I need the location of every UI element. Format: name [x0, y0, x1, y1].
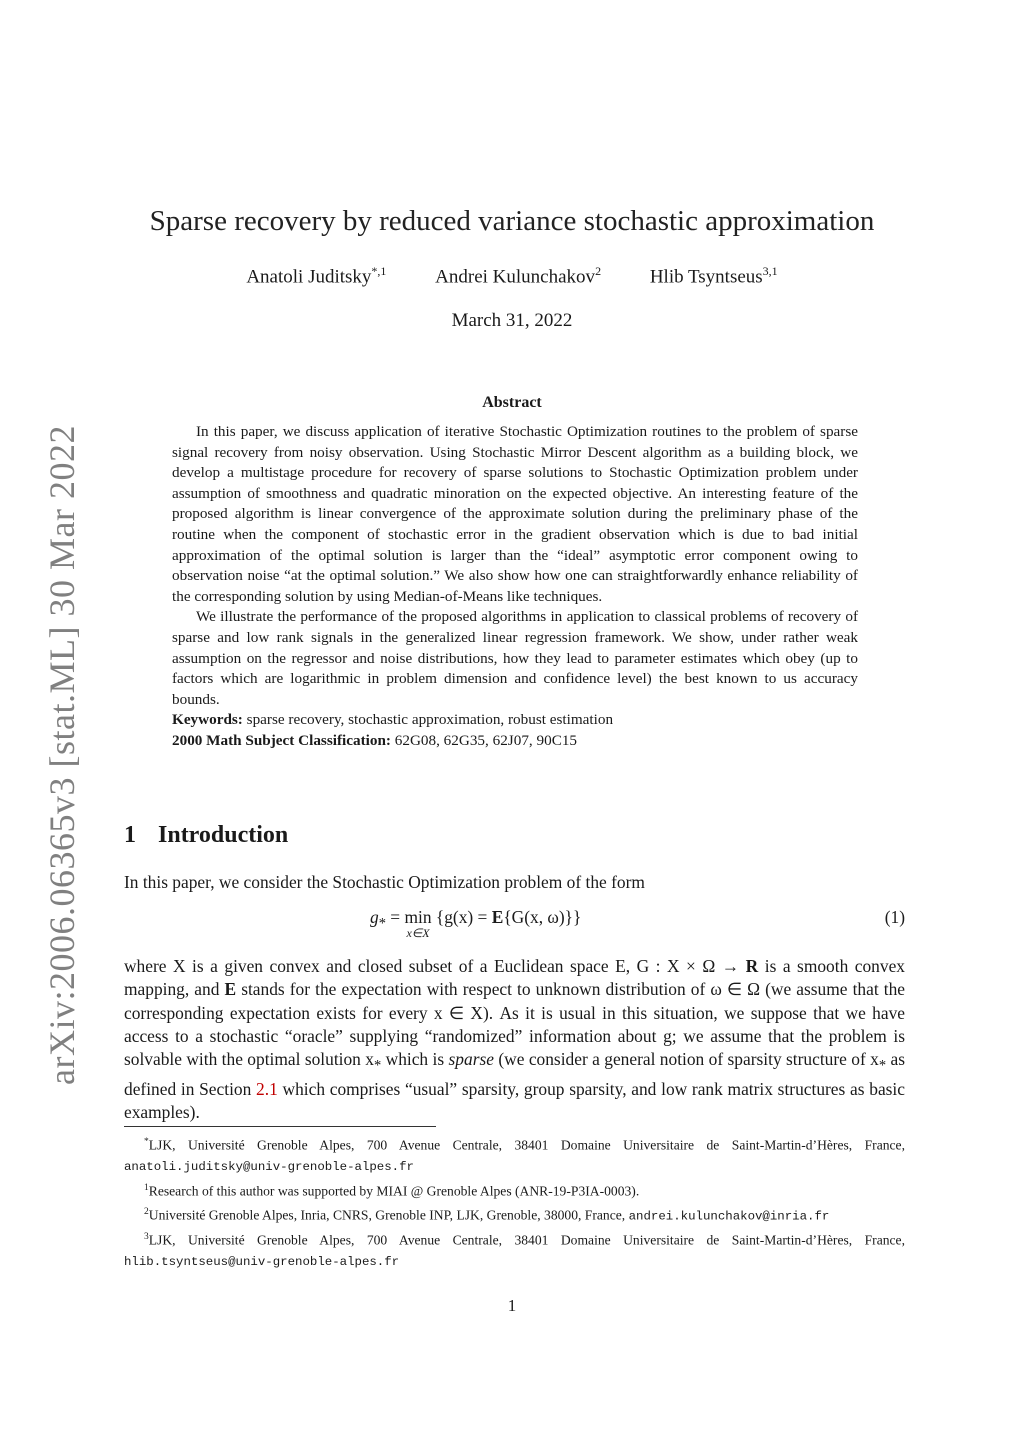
abstract	[172, 422, 858, 752]
para-bold: E	[224, 979, 237, 1000]
eq-min: min	[404, 907, 432, 927]
abstract-heading: Abstract	[482, 394, 542, 411]
author	[246, 264, 386, 288]
para-sub: *	[373, 1057, 382, 1074]
para-text: which is	[381, 1049, 449, 1070]
author-affiliation-mark: *,1	[371, 264, 387, 278]
section-number: 1	[124, 822, 136, 848]
para-text: which comprises “usual” sparsity, group sparsity, and low rank matrix structures as basic examples).	[124, 1078, 905, 1123]
msc-classification	[172, 731, 858, 752]
eq-lhs-sub: *	[378, 915, 386, 932]
para-text: is a smooth convex mapping, and	[124, 956, 905, 1000]
footnote-text: Université Grenoble Alpes, Inria, CNRS, Grenoble INP, LJK, Grenoble, 38000, France,	[148, 1207, 629, 1223]
footnote-mark: 2	[144, 1206, 149, 1217]
footnote	[124, 1132, 905, 1178]
footnote-mark: 3	[144, 1231, 149, 1242]
author	[650, 264, 778, 288]
eq-lhs: g	[370, 907, 379, 927]
footnote-text: LJK, Université Grenoble Alpes, 700 Avenue Centrale, 38401 Domaine Universitaire de Saint-Martin-d’Hères, France,	[148, 1232, 905, 1248]
footnote-rule	[124, 1126, 436, 1127]
footnote-email[interactable]: hlib.tsyntseus@univ-grenoble-alpes.fr	[124, 1254, 400, 1269]
paper-title: Sparse recovery by reduced variance stochastic approximation	[149, 205, 875, 237]
keywords	[172, 710, 858, 731]
msc-text: 62G08, 62G35, 62J07, 90C15	[394, 731, 578, 749]
keywords-label: Keywords:	[172, 711, 243, 729]
equation-number: (1)	[884, 907, 905, 927]
page-number: 1	[507, 1296, 517, 1315]
eq-rhs-close: {G(x, ω)}}	[503, 907, 582, 927]
intro-paragraph	[124, 955, 905, 1125]
footnote-mark: *	[144, 1137, 149, 1147]
footnote-mark: 1	[144, 1182, 149, 1193]
para-text: (we consider a general notion of sparsity structure of x	[493, 1049, 879, 1070]
author-list	[0, 264, 1024, 288]
intro-paragraph-text	[124, 955, 905, 1125]
para-bold: R	[745, 956, 759, 976]
msc-label: 2000 Math Subject Classification:	[172, 731, 391, 749]
para-text: stands for the expectation with respect to unknown distribution of ω ∈ Ω (we assume that the corresponding expectation exists for every x ∈ X). As it is usual in this situation, we suppose that we have access to a stochastic “oracle” supplying “randomized” information about g; we assume that the problem is solvable with the optimal solution x	[124, 979, 905, 1070]
eq-equals: =	[385, 907, 405, 927]
eq-rhs-open: {g(x) =	[431, 907, 492, 927]
eq-min-operator	[404, 907, 431, 939]
author-affiliation-mark: 2	[595, 264, 602, 278]
paper-date: March 31, 2022	[451, 310, 573, 331]
footnote-text: Research of this author was supported by MIAI @ Grenoble Alpes (ANR-19-P3IA-0003).	[148, 1183, 640, 1199]
abstract-paragraph: In this paper, we discuss application of iterative Stochastic Optimization routines to the problem of sparse signal recovery from noisy observation. Using Stochastic Mirror Descent algorithm as a building block, we develop a multistage procedure for recovery of sparse solutions to Stochastic Optimization problem under assumption of smoothness and quadratic minoration on the expected objective. An interesting feature of the proposed algorithm is linear convergence of the approximate solution during the preliminary phase of the routine when the component of stochastic error in the gradient observation which is due to bad initial approximation of the optimal solution is larger than the “ideal” asymptotic error component owing to observation noise “at the optimal solution.” We also show how one can straightforwardly enhance reliability of the corresponding solution by using Median-of-Means like techniques.	[172, 423, 858, 605]
para-text: as defined in Section	[124, 1049, 905, 1099]
footnote-text: LJK, Université Grenoble Alpes, 700 Avenue Centrale, 38401 Domaine Universitaire de Saint-Martin-d’Hères, France,	[148, 1137, 905, 1153]
abstract-paragraph: We illustrate the performance of the proposed algorithms in application to classical problems of recovery of sparse and low rank signals in the generalized linear regression framework. We show, under rather weak assumption on the regressor and noise distributions, how they lead to parameter estimates which obey (up to factors which are logarithmic in problem dimension and confidence level) the best known to us accuracy bounds.	[172, 608, 858, 708]
para-text: where X is a given convex and closed subset of a Euclidean space E, G : X × Ω →	[124, 956, 746, 976]
footnote-email[interactable]: anatoli.juditsky@univ-grenoble-alpes.fr	[124, 1160, 414, 1175]
author-name: Hlib Tsyntseus	[649, 266, 763, 288]
author-name: Anatoli Juditsky	[246, 266, 372, 288]
footnote-email[interactable]: andrei.kulunchakov@inria.fr	[628, 1209, 830, 1224]
footnote	[124, 1178, 905, 1202]
author	[435, 264, 601, 288]
author-affiliation-mark: 3,1	[762, 264, 778, 278]
section-ref-link[interactable]: 2.1	[256, 1078, 278, 1099]
equation-1	[124, 907, 905, 947]
keywords-text: sparse recovery, stochastic approximation, robust estimation	[246, 711, 614, 729]
para-italic: sparse	[448, 1049, 494, 1070]
footnote	[124, 1227, 905, 1273]
intro-sentence	[124, 871, 905, 894]
author-name: Andrei Kulunchakov	[435, 266, 596, 288]
section-heading	[124, 822, 288, 849]
footnotes	[124, 1132, 905, 1272]
footnote	[124, 1202, 905, 1227]
arxiv-stamp-text: arXiv:2006.06365v3 [stat.ML] 30 Mar 2022	[42, 425, 82, 1085]
intro-text: In this paper, we consider the Stochastic Optimization problem of the form	[124, 872, 645, 892]
equation-body	[370, 907, 581, 939]
eq-expectation: E	[491, 907, 504, 927]
section-title: Introduction	[158, 822, 289, 848]
eq-min-sub: x∈X	[406, 926, 430, 940]
para-sub: *	[878, 1057, 887, 1074]
